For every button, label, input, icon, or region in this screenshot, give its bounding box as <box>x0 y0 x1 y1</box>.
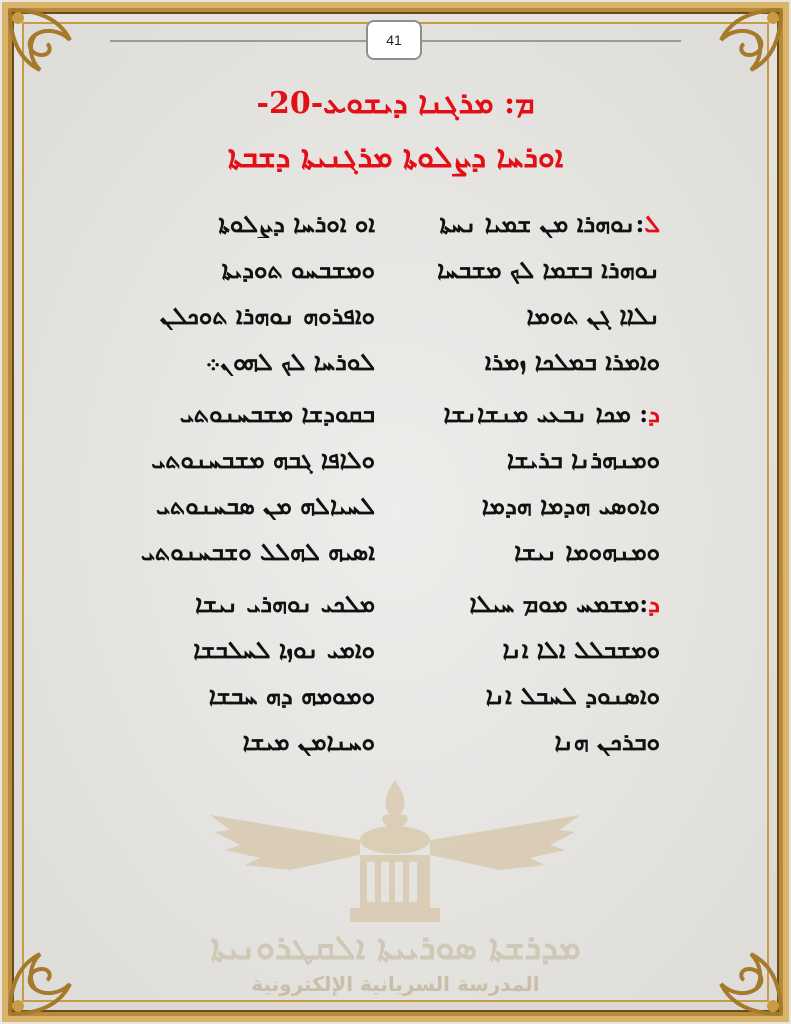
footer-syriac-title: ܡܕܪܫܬܐ ܣܘܪܝܝܬܐ ܐܠܩܛܪܘܢܝܬܐ <box>210 928 581 968</box>
footer-arabic-title: المدرسة السريانية الإلكترونية <box>251 972 540 996</box>
stanza <box>125 200 660 384</box>
verse-line <box>125 626 660 672</box>
verse-right: ܘܡܫܒܠܠ ܐܠܐ ܐܢܐ <box>502 634 660 664</box>
stanza-marker: ܠ <box>644 208 660 238</box>
verse-line <box>125 580 660 626</box>
verse-left: ܘܡܫܒܚܘ ܬܘܕܝܬܐ <box>221 254 375 284</box>
verse-left: ܡܠܟܝ ܢܘܗܪܝ ܢܝܫܐ <box>195 588 375 618</box>
verse-right: ܘܐܣܢܘܕ ܠܚܒܠ ܐܢܐ <box>485 680 660 710</box>
page-subtitle: ܐܘܪܚܐ ܕܨܠܘܬܐ ܡܪܓܢܝܬܐ ܕܫܒܬܐ <box>227 140 564 175</box>
verse-line <box>125 436 660 482</box>
verse-line <box>125 672 660 718</box>
verse-left: ܘܠܐܦܐ ܓܒܗ ܡܫܒܚܢܘܬܝ <box>151 444 375 474</box>
verse-right: ܕ: ܡܟܐ ܢܒܥܝ ܡܢܫܐܢܫܐ <box>443 398 660 428</box>
verse-line <box>125 338 660 384</box>
stanza-marker: ܕ <box>648 588 660 618</box>
verse-left: ܠܘܪܚܐ ܠܟ ܠܗܘܢ܀ <box>205 346 375 376</box>
stanza <box>125 580 660 764</box>
verse-line <box>125 292 660 338</box>
verse-left: ܐܣܝܗ ܠܗܠܠ ܘܫܒܚܢܘܬܝ <box>140 536 375 566</box>
page-title: ܡ: ܡܪܓܢܐ ܕܝܫܘܥ-20- <box>256 86 535 121</box>
stanza-marker: ܕ <box>648 398 660 428</box>
verse-left: ܘܡܘܡܗ ܕܗ ܚܒܫܐ <box>208 680 375 710</box>
verse-right: ܢܘܗܪܐ ܒܫܡܐ ܠܟ ܡܫܒܚܐ <box>437 254 660 284</box>
verse-line <box>125 482 660 528</box>
verse-right: ܢܠܐܐ ܓܢ ܬܘܡܐ <box>526 300 660 330</box>
verse-right: ܠ:ܢܘܗܪܐ ܡܢ ܫܡܝܐ ܢܚܬܐ <box>439 208 660 238</box>
verse-right: ܕ:ܡܫܡܚ ܡܘܡ ܚܝܠܐ <box>469 588 660 618</box>
verse-right: ܘܐܡܪܐ ܒܡܠܟܐ ܙܡܪܐ <box>484 346 660 376</box>
verse-right: ܘܒܪܟܢ ܗܢܐ <box>554 726 660 756</box>
verse-line <box>125 718 660 764</box>
verse-left: ܒܩܘܕܫܐ ܡܫܒܚܢܘܬܝ <box>179 398 375 428</box>
verse-left: ܘܚܢܐܡܢ ܡܝܫܐ <box>242 726 375 756</box>
verse-right: ܘܡܢܗܘܡܐ ܢܝܫܐ <box>514 536 660 566</box>
verse-left: ܘܐܦܪܘܗ ܢܘܗܪܐ ܬܘܟܠܢ <box>159 300 375 330</box>
winged-emblem-icon <box>200 770 590 930</box>
verse-left: ܠܚܝܐܠܗ ܡܢ ܣܒܚܢܘܬܝ <box>155 490 375 520</box>
verse-line <box>125 246 660 292</box>
verse-line <box>125 390 660 436</box>
page-number: 41 <box>366 20 422 60</box>
verse-right: ܘܐܘܣܝ ܗܕܡܐ ܗܕܡܐ <box>481 490 660 520</box>
verse-right: ܘܡܢܗܪܢܐ ܒܪܝܫܐ <box>506 444 660 474</box>
verse-line <box>125 528 660 574</box>
verse-line <box>125 200 660 246</box>
verse-left: ܘܐܡܝ ܢܘܙܐ ܠܚܠܒܫܐ <box>193 634 375 664</box>
stanza <box>125 390 660 574</box>
verse-left: ܐܘ ܐܘܪܚܐ ܕܨܠܘܬܐ <box>218 208 375 238</box>
